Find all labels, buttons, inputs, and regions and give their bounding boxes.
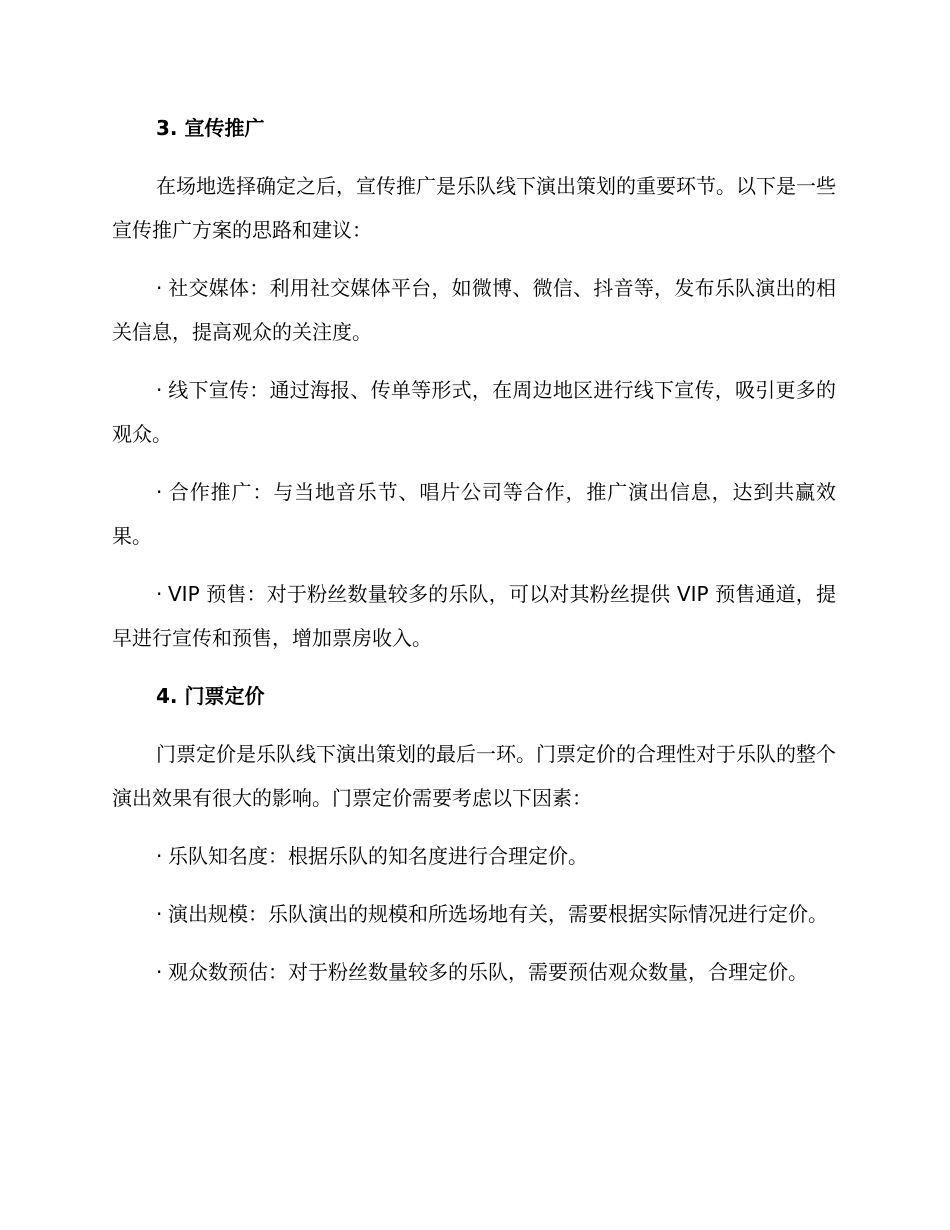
bullet-item-audience-estimate [112, 950, 836, 994]
section-intro-ticket-pricing: 门票定价是乐队线下演出策划的最后一环。门票定价的合理性对于乐队的整个演出效果有很大的影响。门票定价需要考虑以下因素： [112, 742, 836, 810]
bullet-dot-icon: · [156, 902, 163, 926]
section-heading-ticket-pricing: 4. 门票定价 [156, 684, 265, 708]
bullet-text: 合作推广：与当地音乐节、唱片公司等合作，推广演出信息，达到共赢效果。 [112, 480, 836, 548]
bullet-text: 线下宣传：通过海报、传单等形式，在周边地区进行线下宣传，吸引更多的观众。 [112, 378, 836, 446]
bullet-item-social-media [112, 266, 836, 354]
bullet-text: 乐队知名度：根据乐队的知名度进行合理定价。 [168, 844, 588, 868]
section-intro-promotion: 在场地选择确定之后，宣传推广是乐队线下演出策划的重要环节。以下是一些宣传推广方案的思路和建议： [112, 174, 836, 242]
bullet-item-band-popularity [112, 834, 836, 878]
bullet-item-offline-promotion [112, 368, 836, 456]
section-heading-promotion: 3. 宣传推广 [156, 116, 265, 140]
document-page [112, 106, 836, 1008]
bullet-text: 社交媒体：利用社交媒体平台，如微博、微信、抖音等，发布乐队演出的相关信息，提高观众的关注度。 [112, 276, 836, 344]
bullet-dot-icon: · [156, 480, 163, 504]
bullet-dot-icon: · [156, 582, 163, 606]
bullet-text: 观众数预估：对于粉丝数量较多的乐队，需要预估观众数量，合理定价。 [168, 960, 808, 984]
bullet-dot-icon: · [156, 960, 163, 984]
bullet-item-show-scale [112, 892, 836, 936]
bullet-dot-icon: · [156, 378, 163, 402]
bullet-item-cooperation [112, 470, 836, 558]
bullet-text: VIP 预售：对于粉丝数量较多的乐队，可以对其粉丝提供 VIP 预售通道，提早进行宣传和预售，增加票房收入。 [112, 582, 836, 650]
bullet-text: 演出规模：乐队演出的规模和所选场地有关，需要根据实际情况进行定价。 [168, 902, 828, 926]
bullet-dot-icon: · [156, 844, 163, 868]
bullet-item-vip-presale [112, 572, 836, 660]
bullet-dot-icon: · [156, 276, 163, 300]
